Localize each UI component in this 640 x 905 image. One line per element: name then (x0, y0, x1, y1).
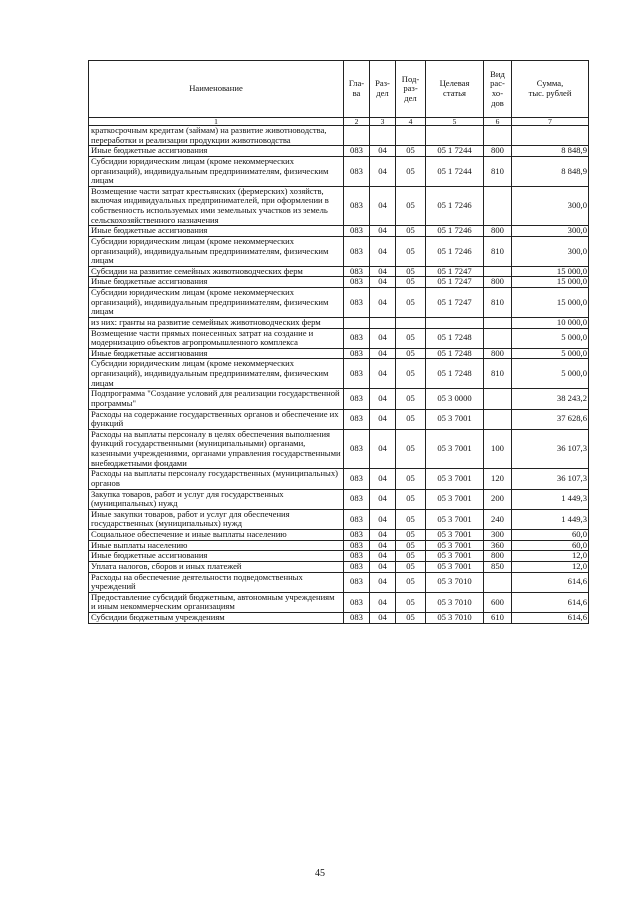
cell-celevaya: 05 1 7248 (426, 328, 484, 348)
cell-celevaya (426, 126, 484, 146)
cell-vid (484, 572, 512, 592)
cell-podrazdel: 05 (396, 156, 426, 186)
cell-razdel: 04 (370, 551, 396, 562)
cell-razdel: 04 (370, 226, 396, 237)
cell-celevaya: 05 1 7247 (426, 277, 484, 288)
table-row (89, 540, 589, 551)
table-row (89, 146, 589, 157)
column-number: 3 (370, 118, 396, 126)
cell-celevaya: 05 1 7244 (426, 146, 484, 157)
cell-glava: 083 (344, 572, 370, 592)
cell-podrazdel: 05 (396, 226, 426, 237)
cell-summa: 60,0 (512, 530, 589, 541)
table-row (89, 429, 589, 469)
cell-razdel: 04 (370, 572, 396, 592)
cell-razdel: 04 (370, 530, 396, 541)
cell-vid (484, 328, 512, 348)
cell-name: Расходы на обеспечение деятельности подведомственных учреждений (89, 572, 344, 592)
cell-podrazdel: 05 (396, 288, 426, 318)
cell-podrazdel: 05 (396, 509, 426, 529)
cell-glava: 083 (344, 469, 370, 489)
cell-razdel: 04 (370, 409, 396, 429)
cell-celevaya: 05 3 7001 (426, 489, 484, 509)
cell-glava: 083 (344, 288, 370, 318)
header-row (89, 61, 589, 118)
cell-podrazdel: 05 (396, 266, 426, 277)
table-row (89, 561, 589, 572)
cell-glava: 083 (344, 236, 370, 266)
cell-glava: 083 (344, 277, 370, 288)
cell-name: Социальное обеспечение и иные выплаты населению (89, 530, 344, 541)
table-row (89, 489, 589, 509)
cell-podrazdel: 05 (396, 409, 426, 429)
cell-podrazdel: 05 (396, 551, 426, 562)
cell-glava: 083 (344, 348, 370, 359)
column-number: 4 (396, 118, 426, 126)
cell-glava: 083 (344, 530, 370, 541)
cell-podrazdel: 05 (396, 186, 426, 226)
cell-vid: 610 (484, 613, 512, 624)
cell-celevaya: 05 3 7001 (426, 561, 484, 572)
budget-table (88, 60, 589, 624)
cell-celevaya: 05 3 7001 (426, 429, 484, 469)
cell-podrazdel: 05 (396, 348, 426, 359)
table-row (89, 509, 589, 529)
cell-summa: 614,6 (512, 572, 589, 592)
cell-razdel: 04 (370, 592, 396, 612)
cell-razdel: 04 (370, 359, 396, 389)
column-number: 1 (89, 118, 344, 126)
cell-razdel: 04 (370, 469, 396, 489)
cell-glava: 083 (344, 389, 370, 409)
table-row (89, 572, 589, 592)
cell-name: Подпрограмма "Создание условий для реализации государственной программы" (89, 389, 344, 409)
cell-glava: 083 (344, 489, 370, 509)
cell-summa: 15 000,0 (512, 266, 589, 277)
cell-name: Возмещение части прямых понесенных затрат на создание и модернизацию объектов агропромышленного комплекса (89, 328, 344, 348)
cell-summa: 614,6 (512, 592, 589, 612)
cell-podrazdel: 05 (396, 592, 426, 612)
cell-glava: 083 (344, 226, 370, 237)
cell-celevaya: 05 1 7246 (426, 226, 484, 237)
cell-name: Иные выплаты населению (89, 540, 344, 551)
cell-summa: 12,0 (512, 561, 589, 572)
cell-name: из них: гранты на развитие семейных животноводческих ферм (89, 317, 344, 328)
cell-razdel: 04 (370, 561, 396, 572)
table-row (89, 156, 589, 186)
header-name: Наименование (89, 61, 344, 118)
cell-summa: 12,0 (512, 551, 589, 562)
table-row (89, 266, 589, 277)
cell-podrazdel (396, 317, 426, 328)
cell-name: Субсидии бюджетным учреждениям (89, 613, 344, 624)
cell-glava: 083 (344, 359, 370, 389)
cell-razdel: 04 (370, 266, 396, 277)
cell-podrazdel: 05 (396, 540, 426, 551)
cell-name: Иные бюджетные ассигнования (89, 226, 344, 237)
cell-summa: 614,6 (512, 613, 589, 624)
cell-name: Субсидии на развитие семейных животноводческих ферм (89, 266, 344, 277)
cell-podrazdel: 05 (396, 359, 426, 389)
cell-vid: 810 (484, 156, 512, 186)
cell-glava (344, 126, 370, 146)
cell-name: Субсидии юридическим лицам (кроме некоммерческих организаций), индивидуальным предпринимателям, физическим лицам (89, 288, 344, 318)
cell-glava: 083 (344, 429, 370, 469)
cell-glava: 083 (344, 592, 370, 612)
cell-celevaya: 05 3 7010 (426, 592, 484, 612)
cell-name: Расходы на выплаты персоналу государственных (муниципальных) органов (89, 469, 344, 489)
cell-celevaya: 05 3 7001 (426, 409, 484, 429)
cell-glava: 083 (344, 328, 370, 348)
header-vid: Вид рас- хо- дов (484, 61, 512, 118)
cell-podrazdel: 05 (396, 613, 426, 624)
header-glava: Гла- ва (344, 61, 370, 118)
cell-podrazdel: 05 (396, 328, 426, 348)
cell-summa: 5 000,0 (512, 359, 589, 389)
cell-name: Иные бюджетные ассигнования (89, 348, 344, 359)
cell-celevaya: 05 1 7247 (426, 288, 484, 318)
cell-summa: 8 848,9 (512, 146, 589, 157)
cell-celevaya: 05 3 7001 (426, 530, 484, 541)
cell-vid: 810 (484, 288, 512, 318)
cell-vid: 800 (484, 551, 512, 562)
cell-celevaya: 05 1 7248 (426, 348, 484, 359)
cell-podrazdel: 05 (396, 561, 426, 572)
cell-name: Закупка товаров, работ и услуг для государственных (муниципальных) нужд (89, 489, 344, 509)
table-row (89, 328, 589, 348)
cell-summa: 1 449,3 (512, 489, 589, 509)
cell-summa (512, 126, 589, 146)
cell-celevaya: 05 3 7001 (426, 540, 484, 551)
cell-podrazdel: 05 (396, 236, 426, 266)
cell-glava: 083 (344, 551, 370, 562)
cell-summa: 300,0 (512, 226, 589, 237)
cell-razdel: 04 (370, 328, 396, 348)
cell-celevaya: 05 3 7010 (426, 613, 484, 624)
cell-summa: 37 628,6 (512, 409, 589, 429)
cell-summa: 8 848,9 (512, 156, 589, 186)
cell-summa: 5 000,0 (512, 328, 589, 348)
header-razdel: Раз- дел (370, 61, 396, 118)
cell-razdel: 04 (370, 509, 396, 529)
cell-summa: 60,0 (512, 540, 589, 551)
cell-vid: 800 (484, 348, 512, 359)
cell-podrazdel: 05 (396, 146, 426, 157)
cell-celevaya: 05 1 7246 (426, 236, 484, 266)
cell-vid: 800 (484, 226, 512, 237)
cell-glava: 083 (344, 156, 370, 186)
cell-vid (484, 409, 512, 429)
cell-celevaya: 05 1 7246 (426, 186, 484, 226)
header-podrazdel: Под- раз- дел (396, 61, 426, 118)
cell-summa: 15 000,0 (512, 288, 589, 318)
cell-razdel: 04 (370, 389, 396, 409)
cell-name: Расходы на содержание государственных органов и обеспечение их функций (89, 409, 344, 429)
cell-razdel: 04 (370, 146, 396, 157)
cell-glava: 083 (344, 266, 370, 277)
table-row (89, 317, 589, 328)
cell-razdel: 04 (370, 236, 396, 266)
cell-name: Возмещение части затрат крестьянских (фермерских) хозяйств, включая индивидуальных предпринимателей, при оформлении в собственность используемых ими земельных участков из земель сельскохозяйственного назначения (89, 186, 344, 226)
table-row (89, 469, 589, 489)
cell-razdel: 04 (370, 277, 396, 288)
cell-vid (484, 186, 512, 226)
cell-name: Субсидии юридическим лицам (кроме некоммерческих организаций), индивидуальным предпринимателям, физическим лицам (89, 156, 344, 186)
cell-vid: 810 (484, 359, 512, 389)
cell-glava: 083 (344, 540, 370, 551)
table-row (89, 530, 589, 541)
cell-celevaya: 05 1 7248 (426, 359, 484, 389)
cell-vid: 300 (484, 530, 512, 541)
cell-summa: 300,0 (512, 186, 589, 226)
cell-celevaya: 05 3 7001 (426, 551, 484, 562)
cell-vid: 600 (484, 592, 512, 612)
cell-summa: 5 000,0 (512, 348, 589, 359)
cell-vid: 800 (484, 146, 512, 157)
cell-name: Иные закупки товаров, работ и услуг для обеспечения государственных (муниципальных) нужд (89, 509, 344, 529)
cell-vid (484, 266, 512, 277)
cell-razdel: 04 (370, 540, 396, 551)
table-row (89, 277, 589, 288)
cell-podrazdel: 05 (396, 489, 426, 509)
table-row (89, 288, 589, 318)
cell-glava: 083 (344, 561, 370, 572)
cell-summa: 10 000,0 (512, 317, 589, 328)
column-number: 2 (344, 118, 370, 126)
cell-razdel: 04 (370, 348, 396, 359)
cell-vid (484, 389, 512, 409)
cell-name: Уплата налогов, сборов и иных платежей (89, 561, 344, 572)
cell-summa: 300,0 (512, 236, 589, 266)
cell-razdel: 04 (370, 186, 396, 226)
cell-summa: 1 449,3 (512, 509, 589, 529)
table-row (89, 613, 589, 624)
column-number: 5 (426, 118, 484, 126)
cell-podrazdel: 05 (396, 277, 426, 288)
cell-name: Субсидии юридическим лицам (кроме некоммерческих организаций), индивидуальным предпринимателям, физическим лицам (89, 236, 344, 266)
table-row (89, 126, 589, 146)
header-summa: Сумма, тыс. рублей (512, 61, 589, 118)
cell-celevaya: 05 1 7247 (426, 266, 484, 277)
cell-vid: 100 (484, 429, 512, 469)
cell-razdel (370, 126, 396, 146)
cell-glava: 083 (344, 409, 370, 429)
cell-name: Иные бюджетные ассигнования (89, 277, 344, 288)
header-celevaya: Целевая статья (426, 61, 484, 118)
cell-vid: 800 (484, 277, 512, 288)
table-row (89, 236, 589, 266)
cell-glava: 083 (344, 509, 370, 529)
column-number: 7 (512, 118, 589, 126)
table-row (89, 348, 589, 359)
cell-name: Иные бюджетные ассигнования (89, 146, 344, 157)
cell-vid: 120 (484, 469, 512, 489)
cell-glava: 083 (344, 186, 370, 226)
cell-razdel (370, 317, 396, 328)
cell-podrazdel: 05 (396, 469, 426, 489)
cell-celevaya: 05 3 7001 (426, 509, 484, 529)
cell-podrazdel: 05 (396, 572, 426, 592)
table-row (89, 389, 589, 409)
cell-summa: 36 107,3 (512, 429, 589, 469)
cell-razdel: 04 (370, 429, 396, 469)
cell-celevaya (426, 317, 484, 328)
cell-name: Субсидии юридическим лицам (кроме некоммерческих организаций), индивидуальным предпринимателям, физическим лицам (89, 359, 344, 389)
cell-summa: 15 000,0 (512, 277, 589, 288)
cell-glava: 083 (344, 613, 370, 624)
cell-podrazdel (396, 126, 426, 146)
table-row (89, 226, 589, 237)
cell-podrazdel: 05 (396, 429, 426, 469)
cell-name: Предоставление субсидий бюджетным, автономным учреждениям и иным некоммерческим организациям (89, 592, 344, 612)
page-number: 45 (315, 868, 325, 879)
column-number: 6 (484, 118, 512, 126)
cell-razdel: 04 (370, 613, 396, 624)
cell-vid (484, 126, 512, 146)
table-row (89, 186, 589, 226)
cell-podrazdel: 05 (396, 389, 426, 409)
cell-celevaya: 05 3 7001 (426, 469, 484, 489)
cell-razdel: 04 (370, 489, 396, 509)
cell-name: краткосрочным кредитам (займам) на развитие животноводства, переработки и реализации продукции животноводства (89, 126, 344, 146)
table-row (89, 409, 589, 429)
cell-vid (484, 317, 512, 328)
table-row (89, 359, 589, 389)
cell-celevaya: 05 3 0000 (426, 389, 484, 409)
cell-vid: 200 (484, 489, 512, 509)
cell-vid: 360 (484, 540, 512, 551)
cell-podrazdel: 05 (396, 530, 426, 541)
cell-summa: 36 107,3 (512, 469, 589, 489)
cell-celevaya: 05 1 7244 (426, 156, 484, 186)
cell-vid: 810 (484, 236, 512, 266)
cell-name: Расходы на выплаты персоналу в целях обеспечения выполнения функций государственными (муниципальными) органами, казенными учреждениями, органами управления государственными внебюджетными фондами (89, 429, 344, 469)
cell-vid: 850 (484, 561, 512, 572)
cell-name: Иные бюджетные ассигнования (89, 551, 344, 562)
table-body (89, 126, 589, 624)
table-row (89, 551, 589, 562)
cell-vid: 240 (484, 509, 512, 529)
cell-razdel: 04 (370, 156, 396, 186)
cell-glava (344, 317, 370, 328)
cell-glava: 083 (344, 146, 370, 157)
cell-summa: 38 243,2 (512, 389, 589, 409)
table-row (89, 592, 589, 612)
cell-razdel: 04 (370, 288, 396, 318)
cell-celevaya: 05 3 7010 (426, 572, 484, 592)
